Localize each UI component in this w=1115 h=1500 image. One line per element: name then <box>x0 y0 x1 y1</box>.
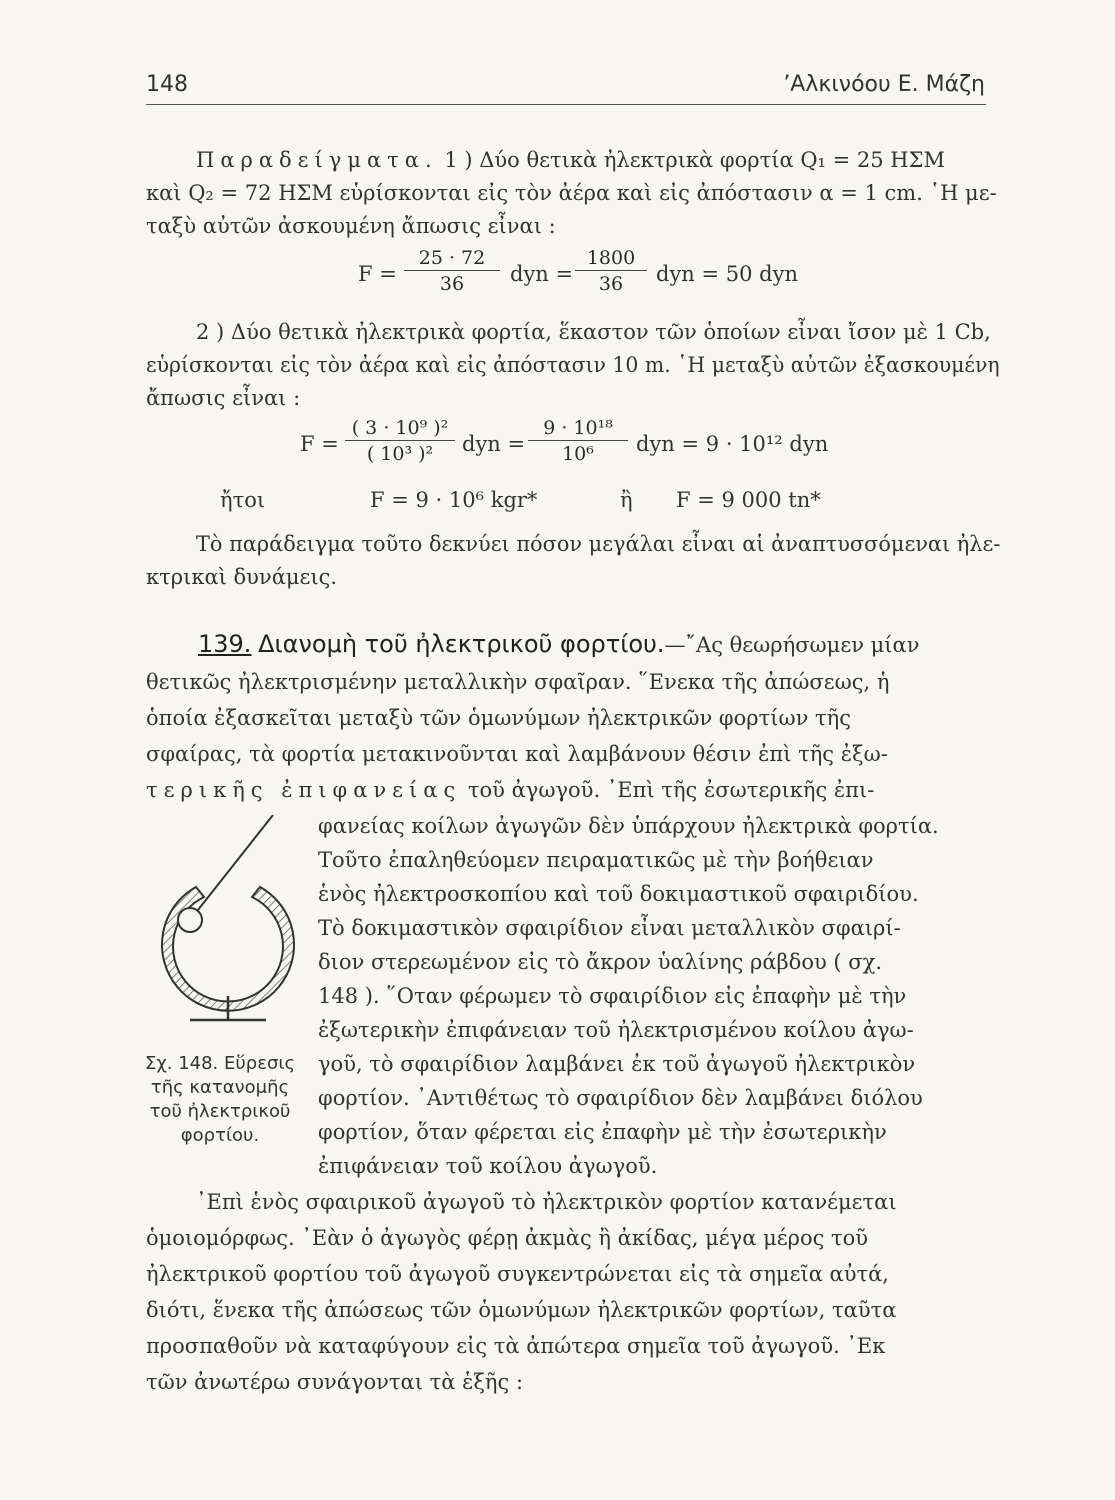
proof-sphere <box>178 908 202 932</box>
section-line: ὁμοιομόρφως. ᾽Εὰν ὁ ἀγωγὸς φέρῃ ἀκμὰς ἢ ἀκίδας, μέγα μέρος τοῦ <box>146 1226 869 1250</box>
section-line: σφαίρας, τὰ φορτία μετακινοῦνται καὶ λαμβάνουν θέσιν ἐπὶ τῆς ἐξω- <box>146 742 888 766</box>
fraction-1a: $\frac{25 \cdot 72}{36}$ <box>404 247 500 295</box>
section-line: Τὸ δοκιμαστικὸν σφαιρίδιον εἶναι μεταλλικὸν σφαιρί- <box>318 916 901 940</box>
section-line: φανείας κοίλων ἀγωγῶν δὲν ὑπάρχουν ἠλεκτρικὰ φορτία. <box>318 814 939 838</box>
running-title: ’Αλκινόου Ε. Μάζη <box>783 72 985 97</box>
section-line: διότι, ἕνεκα τῆς ἀπώσεως τῶν ὁμωνύμων ἠλεκτρικῶν φορτίων, ταῦτα <box>146 1298 897 1322</box>
section-line: τῶν ἀνωτέρω συνάγονται τὰ ἑξῆς : <box>146 1370 524 1394</box>
section-line: ἐπιφάνειαν τοῦ κοίλου ἀγωγοῦ. <box>318 1154 658 1178</box>
example1-line2: καὶ Q₂ = 72 ΗΣΜ εὑρίσκονται εἰς τὸν ἀέρα καὶ εἰς ἀπόστασιν α = 1 cm. ῾Η με- <box>146 181 997 205</box>
example2-line1: 2 ) Δύο θετικὰ ἠλεκτρικὰ φορτία, ἕκαστον τῶν ὁποίων εἶναι ἴσον μὲ 1 Cb, <box>196 320 991 344</box>
section-lead: —῎Ας θεωρήσωμεν μίαν <box>664 633 920 657</box>
section-line: φορτίον, ὅταν φέρεται εἰς ἐπαφὴν μὲ τὴν ἐσωτερικὴν <box>318 1120 887 1144</box>
section-heading-line <box>198 632 919 657</box>
section-line: ἐξωτερικὴν ἐπιφάνειαν τοῦ ἠλεκτρισμένου κοίλου ἀγω- <box>318 1018 914 1042</box>
section-line: ἑνὸς ἠλεκτροσκοπίου καὶ τοῦ δοκιμαστικοῦ σφαιριδίου. <box>318 882 919 906</box>
fraction-2a: $\frac{\text{( 3 · 10⁹ )²}}{\text{( 10³ )²}}$ <box>345 417 455 465</box>
or-word: ἢ <box>620 488 633 512</box>
equation-kgr: F = 9 · 10⁶ kgr* <box>370 488 538 512</box>
page-number: 148 <box>146 72 188 97</box>
section-line: Τοῦτο ἐπαληθεύομεν πειραματικῶς μὲ τὴν βοήθειαν <box>318 848 874 872</box>
section-line: φορτίον. ᾽Αντιθέτως τὸ σφαιρίδιον δὲν λαμβάνει διόλου <box>318 1086 923 1110</box>
example2-line2: εὑρίσκονται εἰς τὸν ἀέρα καὶ εἰς ἀπόστασιν 10 m. ῾Η μεταξὺ αὐτῶν ἐξασκουμένη <box>146 353 1000 377</box>
figure-caption: Σχ. 148. Εὕρεσις τῆς κατανομῆς τοῦ ἠλεκτρικοῦ φορτίου. <box>144 1053 296 1146</box>
section-line: προσπαθοῦν νὰ καταφύγουν εἰς τὰ ἀπώτερα σημεῖα τοῦ ἀγωγοῦ. ᾽Εκ <box>146 1334 886 1358</box>
conclusion-line1: Τὸ παράδειγμα τοῦτο δεκνύει πόσον μεγάλαι εἶναι αἱ ἀναπτυσσόμεναι ἠλε- <box>196 532 1001 556</box>
section-line: τερικῆς ἐπιφανείας τοῦ ἀγωγοῦ. ᾽Επὶ τῆς ἐσωτερικῆς ἐπι- <box>146 778 875 802</box>
section-line: ἠλεκτρικοῦ φορτίου τοῦ ἀγωγοῦ συγκεντρώνεται εἰς τὰ σημεῖα αὐτά, <box>146 1262 889 1286</box>
fraction-2b: $\frac{\text{9 · 10¹⁸}}{\text{10⁶}}$ <box>528 417 628 465</box>
section-line: διον στερεωμένον εἰς τὸ ἄκρον ὑαλίνης ράβδου ( σχ. <box>318 950 883 974</box>
section-line: 148 ). ῞Οταν φέρωμεν τὸ σφαιρίδιον εἰς ἐπαφὴν μὲ τὴν <box>318 984 907 1008</box>
example2-line3: ἄπωσις εἶναι : <box>146 386 301 410</box>
equation-tn: F = 9 000 tn* <box>676 488 821 512</box>
section-number: 139. <box>198 630 252 658</box>
section-line: γοῦ, τὸ σφαιρίδιον λαμβάνει ἐκ τοῦ ἀγωγοῦ ἠλεκτρικὸν <box>318 1052 916 1076</box>
book-page: 148 ’Αλκινόου Ε. Μάζη Παραδείγματα. 1 ) Δύο θετικὰ ἠλεκτρικὰ φορτία Q₁ = 25 ΗΣΜ καὶ Q₂ = 72 ΗΣΜ εὑρίσκονται εἰς τὸν ἀέρα καὶ εἰς ἀπόστασιν α = 1 cm. ῾Η με- ταξὺ αὐτῶν ἀσκουμένη ἄπωσις εἶναι : F = $\frac{25 \cdot 72}{36}$ dyn = $\frac{1800}{36}$ dyn = 50 dyn 2 ) Δύο θετικὰ ἠλεκτρικὰ φορτία, ἕκαστον τῶν ὁποίων εἶναι ἴσον μὲ 1 Cb, εὑρίσκονται εἰς τὸν ἀέρα καὶ εἰς ἀπόστασιν 10 m. ῾Η μεταξὺ αὐτῶν ἐξασκουμένη ἄπωσις εἶναι : F = $\frac{\text{( 3 · 10⁹ )²}}{\text{( 10³ )²}}$ dyn = $\frac{\text{9 · 10¹⁸}}{\text{10⁶}}$ dyn = 9 · 10¹² dyn ἤτοι F = 9 · 10⁶ kgr* ἢ F = 9 000 tn* Τὸ παράδειγμα τοῦτο δεκνύει πόσον μεγάλαι εἶναι αἱ ἀναπτυσσόμεναι ἠλε- κτρικαὶ δυνάμεις. 139. Διανομὴ τοῦ ἠλεκτρικοῦ φορτίου.—῎Ας θεωρήσωμεν μίαν θετικῶς ἠλεκτρισμένην μεταλλικὴν σφαῖραν. ῞Ενεκα τῆς ἀπώσεως, ἡ ὁποία ἐξασκεῖται μεταξὺ τῶν ὁμωνύμων ἠλεκτρικῶν φορτίων τῆς σφαίρας, τὰ φορτία μετακινοῦνται καὶ λαμβάνουν θέσιν ἐπὶ τῆς ἐξω- τερικῆς ἐπιφανείας τοῦ ἀγωγοῦ. ᾽Επὶ τῆς ἐσωτερικῆς ἐπι- φανείας κοίλων ἀγωγῶν δὲν ὑπάρχουν ἠλεκτρικὰ φορτία. Τοῦτο ἐπαληθεύομεν πειραματικῶς μὲ τὴν βοήθειαν ἑνὸς ἠλεκτροσκοπίου καὶ τοῦ δοκιμαστικοῦ σφαιριδίου. Τὸ δοκιμαστικὸν σφαιρίδιον εἶναι μεταλλικὸν σφαιρί- διον στερεωμένον εἰς τὸ ἄκρον ὑαλίνης ράβδου ( σχ. 148 ). ῞Οταν φέρωμεν τὸ σφαιρίδιον εἰς ἐπαφὴν μὲ τὴν ἐξωτερικὴν ἐπιφάνειαν τοῦ ἠλεκτρισμένου κοίλου ἀγω- γοῦ, τὸ σφαιρίδιον λαμβάνει ἐκ τοῦ ἀγωγοῦ ἠλεκτρικὸν φορτίον. ᾽Αντιθέτως τὸ σφαιρίδιον δὲν λαμβάνει διόλου φορτίον, ὅταν φέρεται εἰς ἐπαφὴν μὲ τὴν ἐσωτερικὴν ἐπιφάνειαν τοῦ κοίλου ἀγωγοῦ. Σχ. 148. Εὕρεσις τῆς κατανομῆς τοῦ ἠλεκτρικοῦ φορτίου. ᾽Επὶ ἑνὸς σφαιρικοῦ ἀγωγοῦ τὸ ἠλεκτρικὸν φορτίον κατανέμεται ὁμοιομόρφως. ᾽Εὰν ὁ ἀγωγὸς φέρῃ ἀκμὰς ἢ ἀκίδας, μέγα μέρος τοῦ ἠλεκτρικοῦ φορτίου τοῦ ἀγωγοῦ συγκεντρώνεται εἰς τὰ σημεῖα αὐτά, διότι, ἕνεκα τῆς ἀπώσεως τῶν ὁμωνύμων ἠλεκτρικῶν φορτίων, ταῦτα προσπαθοῦν νὰ καταφύγουν εἰς τὰ ἀπώτερα σημεῖα τοῦ ἀγωγοῦ. ᾽Εκ τῶν ἀνωτέρω συνάγονται τὰ ἑξῆς : <box>0 0 1115 1500</box>
hollow-sphere-shell <box>162 887 294 1011</box>
header-rule <box>146 104 986 105</box>
section-line: ὁποία ἐξασκεῖται μεταξὺ τῶν ὁμωνύμων ἠλεκτρικῶν φορτίων τῆς <box>146 706 852 730</box>
section-line: ᾽Επὶ ἑνὸς σφαιρικοῦ ἀγωγοῦ τὸ ἠλεκτρικὸν φορτίον κατανέμεται <box>196 1190 897 1214</box>
htoi-word: ἤτοι <box>220 488 266 512</box>
fraction-1b: $\frac{1800}{36}$ <box>575 247 647 295</box>
section-line: θετικῶς ἠλεκτρισμένην μεταλλικὴν σφαῖραν. ῞Ενεκα τῆς ἀπώσεως, ἡ <box>146 670 890 694</box>
example1-line1: Παραδείγματα. 1 ) Δύο θετικὰ ἠλεκτρικὰ φορτία Q₁ = 25 ΗΣΜ <box>196 148 945 172</box>
hollow-conductor-figure <box>148 815 308 1045</box>
example1-line3: ταξὺ αὐτῶν ἀσκουμένη ἄπωσις εἶναι : <box>146 214 556 238</box>
section-title: Διανομὴ τοῦ ἠλεκτρικοῦ φορτίου. <box>258 630 665 658</box>
conclusion-line2: κτρικαὶ δυνάμεις. <box>146 565 338 589</box>
